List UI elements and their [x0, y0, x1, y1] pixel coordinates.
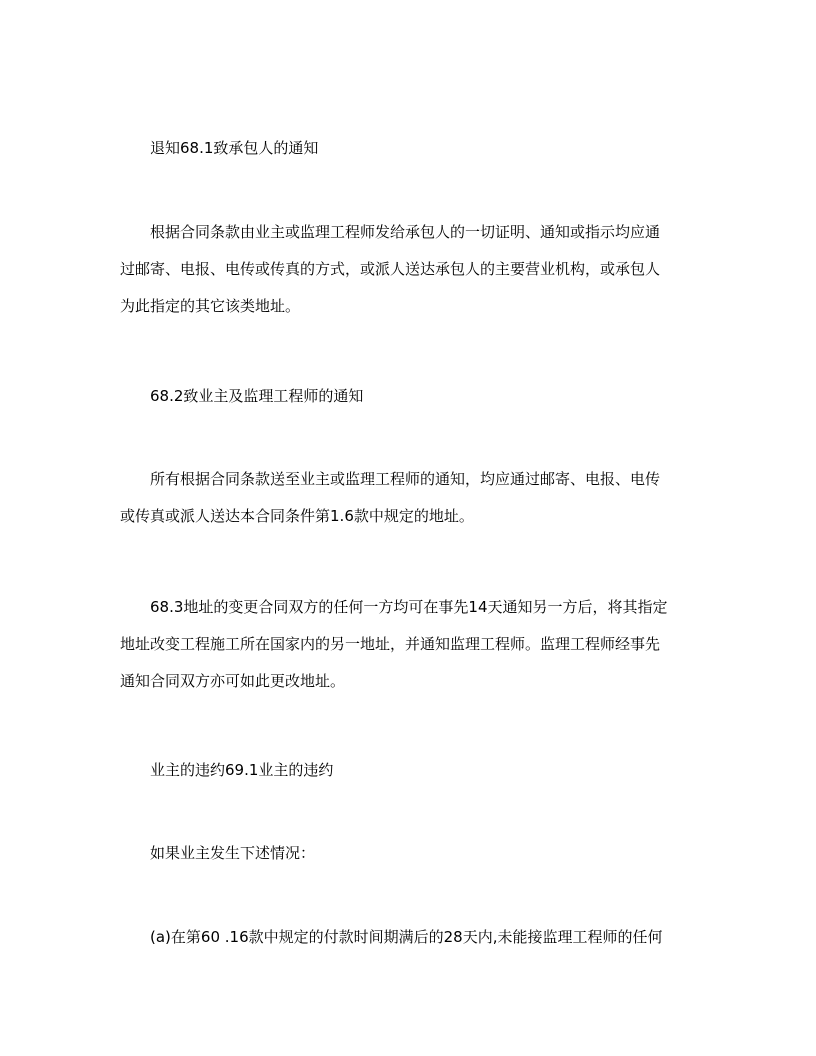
paragraph-68-2-body: [120, 461, 660, 535]
text-line: 退知68.1致承包人的通知: [150, 139, 319, 157]
text-line: 68.3地址的变更合同双方的任何一方均可在事先14天通知另一方后，将其指定: [150, 598, 668, 616]
text-line: 地址改变工程施工所在国家内的另一地址，并通知监理工程师。监理工程师经事先: [120, 635, 661, 653]
text-line: 如果业主发生下述情况：: [150, 844, 316, 862]
paragraph-68-3: [120, 589, 668, 700]
text-line: 为此指定的其它该类地址。: [120, 297, 301, 315]
text-line: 68.2致业主及监理工程师的通知: [150, 387, 364, 405]
text-line: 或传真或派人送达本合同条件第1.6款中规定的地址。: [120, 507, 474, 525]
heading-68-1: [150, 130, 318, 167]
heading-68-2: [150, 378, 363, 415]
text-line: (a)在第60 .16款中规定的付款时间期满后的28天内,未能接监理工程师的任何: [150, 928, 663, 946]
paragraph-69-a: [150, 919, 662, 956]
heading-69-1: [150, 752, 333, 789]
text-line: 业主的违约69.1业主的违约: [150, 761, 334, 779]
text-line: 根据合同条款由业主或监理工程师发给承包人的一切证明、通知或指示均应通: [150, 223, 661, 241]
paragraph-69-intro: [150, 835, 315, 872]
text-line: 所有根据合同条款送至业主或监理工程师的通知，均应通过邮寄、电报、电传: [150, 470, 661, 488]
text-line: 过邮寄、电报、电传或传真的方式，或派人送达承包人的主要营业机构，或承包人: [120, 260, 661, 278]
text-line: 通知合同双方亦可如此更改地址。: [120, 672, 346, 690]
paragraph-68-1-body: [120, 214, 660, 325]
